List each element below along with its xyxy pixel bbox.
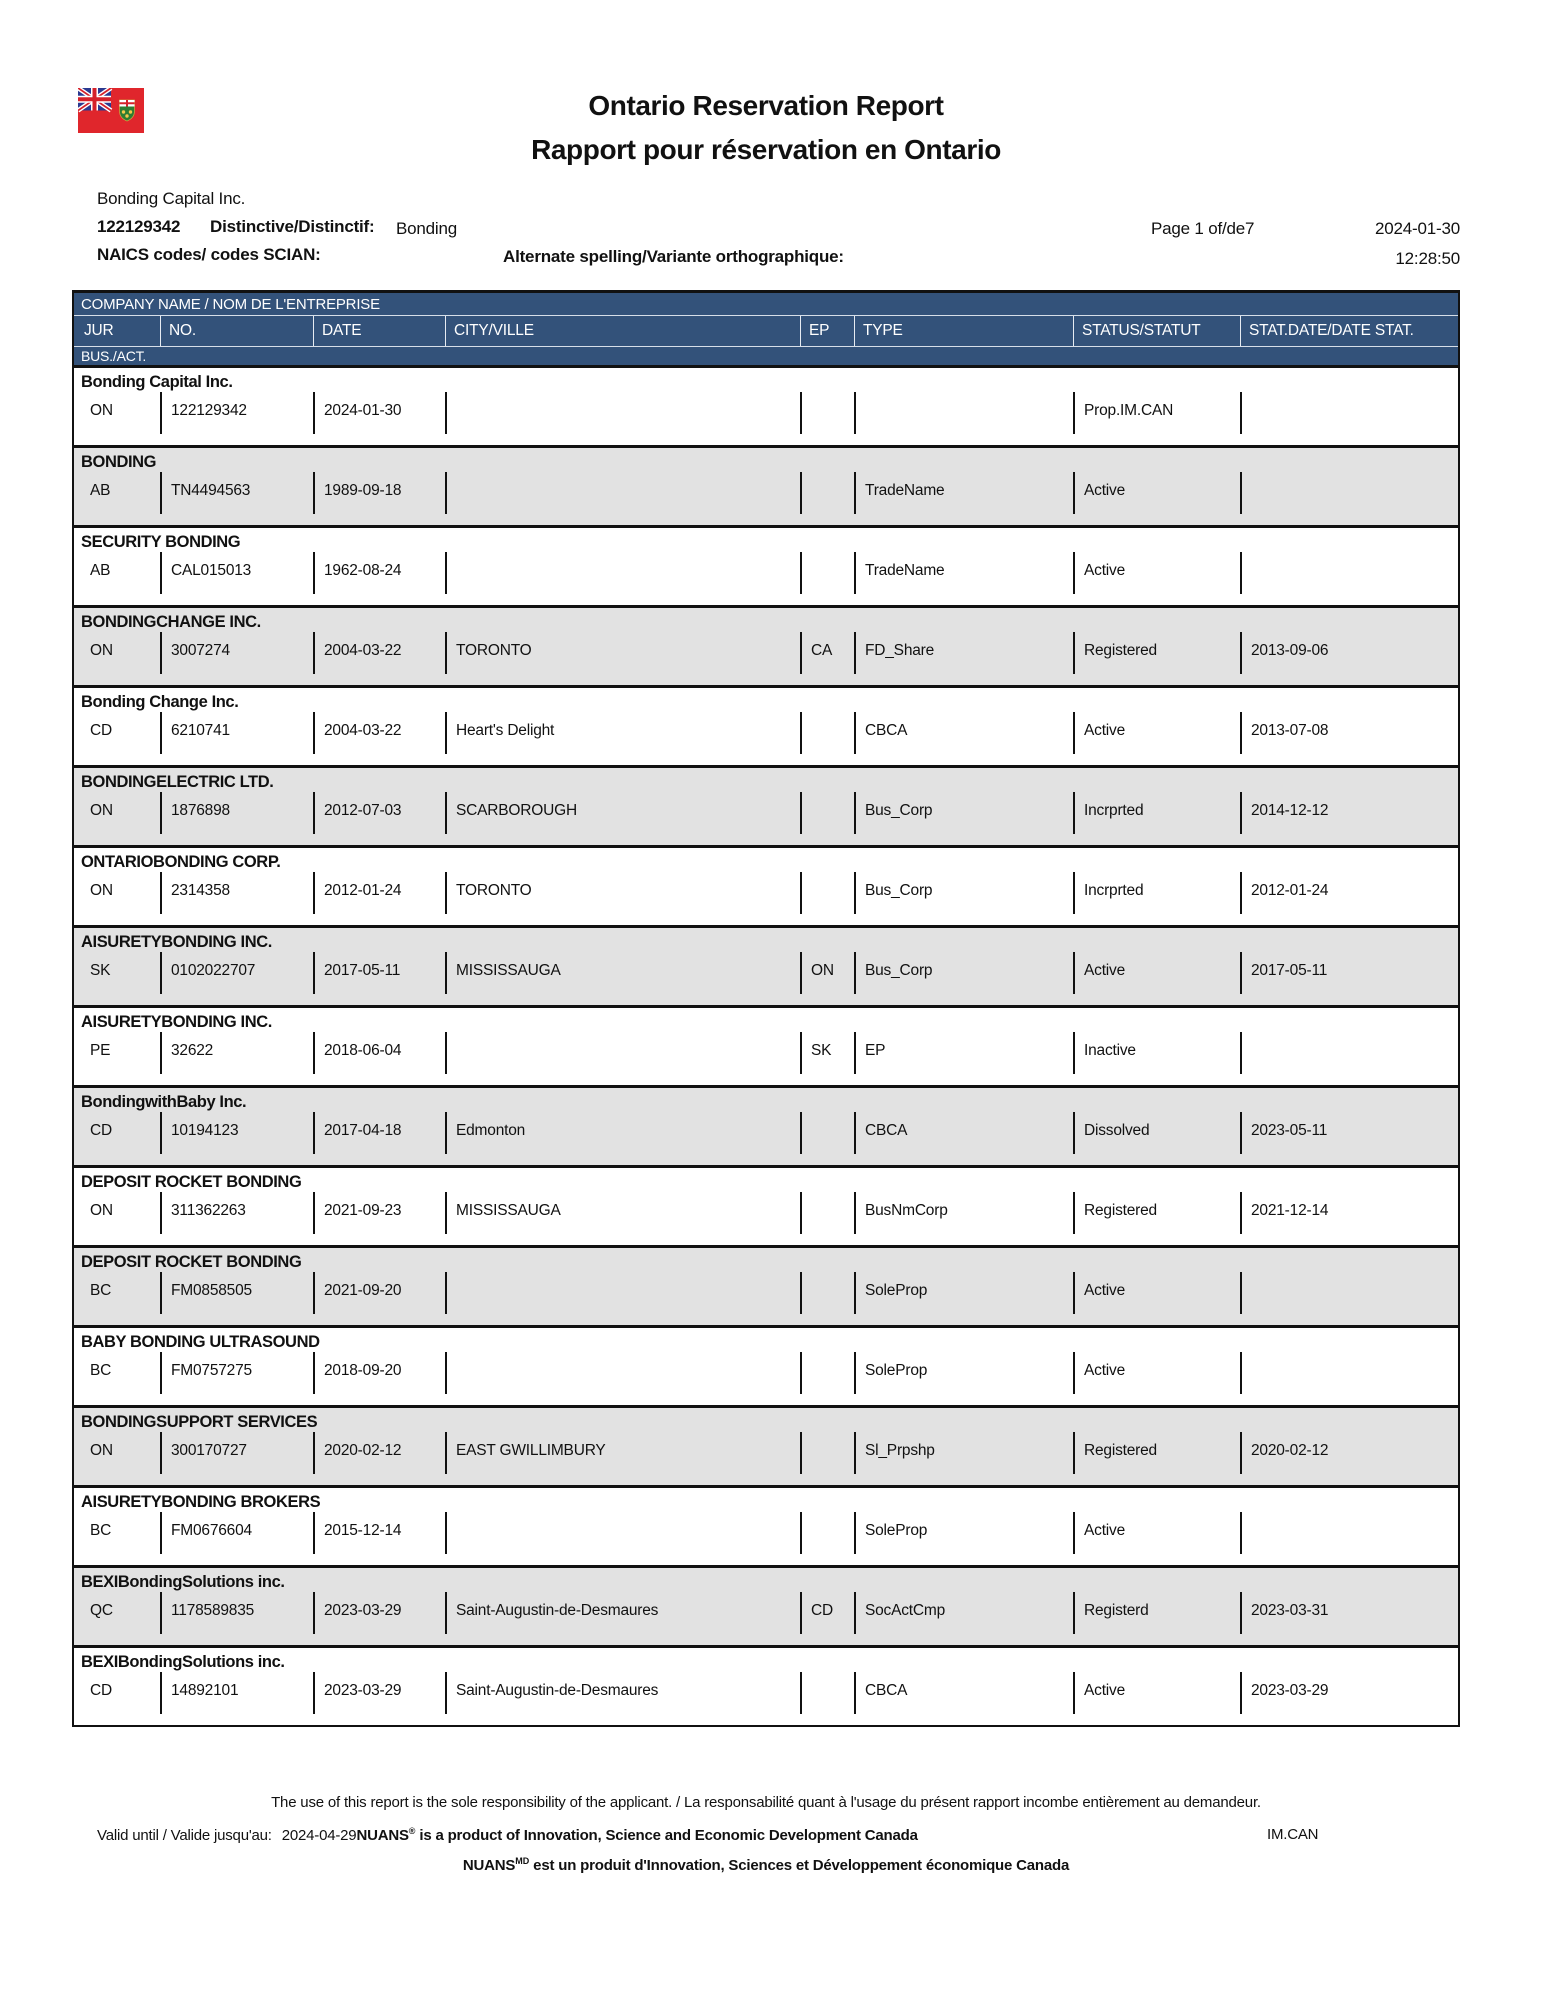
cell-date: 2021-09-23 <box>313 1192 445 1234</box>
cell-stat-date: 2012-01-24 <box>1240 872 1458 914</box>
record-company-name: BABY BONDING ULTRASOUND <box>81 1333 320 1351</box>
cell-no: 14892101 <box>160 1672 313 1714</box>
company-record <box>74 685 1458 765</box>
cell-jur: ON <box>90 802 113 819</box>
cell-ep <box>800 872 854 914</box>
im-can-label: IM.CAN <box>1267 1826 1319 1843</box>
company-record <box>74 1085 1458 1165</box>
valid-until-date: 2024-04-29 <box>281 1827 357 1844</box>
company-record <box>74 1405 1458 1485</box>
cell-status: Inactive <box>1073 1032 1240 1074</box>
cell-stat-date: 2013-09-06 <box>1240 632 1458 674</box>
searched-company-name: Bonding Capital Inc. <box>97 189 246 208</box>
company-record <box>74 1565 1458 1645</box>
cell-no: 2314358 <box>160 872 313 914</box>
cell-city: Saint-Augustin-de-Desmaures <box>445 1672 800 1714</box>
cell-city: MISSISSAUGA <box>445 952 800 994</box>
cell-status: Registerd <box>1073 1592 1240 1634</box>
cell-ep <box>800 1352 854 1394</box>
col-header-date: DATE <box>313 316 445 346</box>
distinctive-label: Distinctive/Distinctif: <box>210 217 375 236</box>
record-company-name: BEXIBondingSolutions inc. <box>81 1573 285 1591</box>
cell-no: TN4494563 <box>160 472 313 514</box>
cell-type <box>854 392 1073 434</box>
md-mark-icon: MD <box>515 1856 530 1866</box>
cell-jur: AB <box>90 482 111 499</box>
cell-status: Dissolved <box>1073 1112 1240 1154</box>
cell-stat-date: 2023-05-11 <box>1240 1112 1458 1154</box>
cell-ep: SK <box>800 1032 854 1074</box>
cell-city: MISSISSAUGA <box>445 1192 800 1234</box>
company-record <box>74 1005 1458 1085</box>
busact-band: BUS./ACT. <box>74 346 1458 365</box>
record-company-name: BONDINGCHANGE INC. <box>81 613 261 631</box>
record-company-name: AISURETYBONDING INC. <box>81 1013 272 1031</box>
cell-jur: PE <box>90 1042 111 1059</box>
company-record <box>74 1645 1458 1725</box>
cell-ep: ON <box>800 952 854 994</box>
record-company-name: AISURETYBONDING BROKERS <box>81 1493 321 1511</box>
record-company-name: BEXIBondingSolutions inc. <box>81 1653 285 1671</box>
validity-line <box>97 1826 918 1844</box>
cell-type: Sl_Prpshp <box>854 1432 1073 1474</box>
col-header-no: NO. <box>160 316 313 346</box>
record-company-name: SECURITY BONDING <box>81 533 241 551</box>
results-table <box>72 290 1460 1727</box>
cell-stat-date: 2013-07-08 <box>1240 712 1458 754</box>
record-data-row <box>74 1032 1458 1074</box>
cell-jur: QC <box>90 1602 113 1619</box>
record-company-name: BondingwithBaby Inc. <box>81 1093 247 1111</box>
record-company-name: AISURETYBONDING INC. <box>81 933 272 951</box>
cell-ep <box>800 1112 854 1154</box>
cell-status: Active <box>1073 712 1240 754</box>
cell-status: Incrprted <box>1073 872 1240 914</box>
cell-no: 1876898 <box>160 792 313 834</box>
company-record <box>74 1485 1458 1565</box>
distinctive-value: Bonding <box>396 219 457 238</box>
cell-date: 2018-09-20 <box>313 1352 445 1394</box>
cell-no: 6210741 <box>160 712 313 754</box>
company-record <box>74 365 1458 445</box>
cell-no: 311362263 <box>160 1192 313 1234</box>
record-data-row <box>74 792 1458 834</box>
cell-city: TORONTO <box>445 872 800 914</box>
cell-city: EAST GWILLIMBURY <box>445 1432 800 1474</box>
cell-city <box>445 392 800 434</box>
cell-type: TradeName <box>854 472 1073 514</box>
table-header <box>74 293 1458 365</box>
cell-city <box>445 552 800 594</box>
cell-type: SoleProp <box>854 1512 1073 1554</box>
cell-stat-date <box>1240 472 1458 514</box>
record-data-row <box>74 1112 1458 1154</box>
cell-status: Incrprted <box>1073 792 1240 834</box>
cell-no: 0102022707 <box>160 952 313 994</box>
cell-date: 2012-07-03 <box>313 792 445 834</box>
disclaimer-text: The use of this report is the sole responsibility of the applicant. / La responsabilité quant à l'usage du présent rapport incombe entièrement au demandeur. <box>271 1794 1261 1811</box>
col-header-status: STATUS/STATUT <box>1073 316 1240 346</box>
cell-date: 2024-01-30 <box>313 392 445 434</box>
cell-ep <box>800 1432 854 1474</box>
record-data-row <box>74 1672 1458 1714</box>
cell-type: CBCA <box>854 1672 1073 1714</box>
cell-city <box>445 1272 800 1314</box>
col-header-ep: EP <box>800 316 854 346</box>
cell-date: 2017-05-11 <box>313 952 445 994</box>
cell-city <box>445 472 800 514</box>
cell-stat-date: 2020-02-12 <box>1240 1432 1458 1474</box>
record-data-row <box>74 1512 1458 1554</box>
cell-status: Registered <box>1073 632 1240 674</box>
report-time: 12:28:50 <box>1395 249 1460 268</box>
company-record <box>74 1165 1458 1245</box>
company-name-band: COMPANY NAME / NOM DE L'ENTREPRISE <box>74 293 1458 316</box>
cell-ep: CD <box>800 1592 854 1634</box>
cell-date: 2023-03-29 <box>313 1672 445 1714</box>
record-data-row <box>74 872 1458 914</box>
cell-date: 1962-08-24 <box>313 552 445 594</box>
record-data-row <box>74 1192 1458 1234</box>
record-data-row <box>74 632 1458 674</box>
record-data-row <box>74 1592 1458 1634</box>
page-indicator: Page 1 of/de7 <box>1151 219 1255 238</box>
cell-stat-date: 2021-12-14 <box>1240 1192 1458 1234</box>
cell-type: FD_Share <box>854 632 1073 674</box>
alternate-spelling-label: Alternate spelling/Variante orthographique: <box>503 247 844 266</box>
cell-no: 122129342 <box>160 392 313 434</box>
cell-date: 2021-09-20 <box>313 1272 445 1314</box>
cell-status: Active <box>1073 1352 1240 1394</box>
company-record <box>74 845 1458 925</box>
company-record <box>74 1245 1458 1325</box>
cell-type: EP <box>854 1032 1073 1074</box>
cell-ep <box>800 472 854 514</box>
cell-city: TORONTO <box>445 632 800 674</box>
cell-type: BusNmCorp <box>854 1192 1073 1234</box>
cell-stat-date: 2023-03-31 <box>1240 1592 1458 1634</box>
cell-status: Active <box>1073 952 1240 994</box>
cell-city <box>445 1352 800 1394</box>
cell-status: Prop.IM.CAN <box>1073 392 1240 434</box>
cell-date: 2012-01-24 <box>313 872 445 914</box>
cell-jur: ON <box>90 1202 113 1219</box>
cell-jur: ON <box>90 882 113 899</box>
naics-codes-label: NAICS codes/ codes SCIAN: <box>97 245 321 264</box>
cell-date: 2018-06-04 <box>313 1032 445 1074</box>
valid-until-label: Valid until / Valide jusqu'au: <box>97 1827 272 1844</box>
cell-no: FM0676604 <box>160 1512 313 1554</box>
company-record <box>74 605 1458 685</box>
record-company-name: BONDINGELECTRIC LTD. <box>81 773 274 791</box>
record-data-row <box>74 552 1458 594</box>
cell-status: Registered <box>1073 1192 1240 1234</box>
report-title-fr: Rapport pour réservation en Ontario <box>531 134 1001 165</box>
cell-stat-date <box>1240 392 1458 434</box>
cell-ep <box>800 712 854 754</box>
cell-type: Bus_Corp <box>854 792 1073 834</box>
record-data-row <box>74 1432 1458 1474</box>
cell-city <box>445 1512 800 1554</box>
table-body <box>74 365 1458 1725</box>
report-date: 2024-01-30 <box>1375 219 1460 238</box>
cell-no: 10194123 <box>160 1112 313 1154</box>
record-company-name: BONDING <box>81 453 157 471</box>
record-company-name: DEPOSIT ROCKET BONDING <box>81 1173 302 1191</box>
cell-type: TradeName <box>854 552 1073 594</box>
cell-city: Saint-Augustin-de-Desmaures <box>445 1592 800 1634</box>
registered-mark-icon: ® <box>408 1826 416 1836</box>
cell-type: SoleProp <box>854 1272 1073 1314</box>
record-data-row <box>74 1272 1458 1314</box>
cell-ep <box>800 792 854 834</box>
cell-stat-date: 2017-05-11 <box>1240 952 1458 994</box>
cell-date: 2020-02-12 <box>313 1432 445 1474</box>
record-company-name: BONDINGSUPPORT SERVICES <box>81 1413 318 1431</box>
cell-no: 1178589835 <box>160 1592 313 1634</box>
cell-date: 2004-03-22 <box>313 712 445 754</box>
cell-type: Bus_Corp <box>854 872 1073 914</box>
cell-ep: CA <box>800 632 854 674</box>
cell-jur: CD <box>90 722 112 739</box>
cell-jur: ON <box>90 402 113 419</box>
record-company-name: ONTARIOBONDING CORP. <box>81 853 281 871</box>
company-record <box>74 525 1458 605</box>
cell-jur: BC <box>90 1362 112 1379</box>
cell-ep <box>800 1512 854 1554</box>
cell-city: Edmonton <box>445 1112 800 1154</box>
cell-stat-date <box>1240 1032 1458 1074</box>
cell-status: Active <box>1073 1272 1240 1314</box>
record-data-row <box>74 952 1458 994</box>
cell-type: SoleProp <box>854 1352 1073 1394</box>
cell-stat-date <box>1240 1512 1458 1554</box>
cell-type: CBCA <box>854 1112 1073 1154</box>
record-data-row <box>74 472 1458 514</box>
request-number: 122129342 <box>97 217 181 236</box>
company-record <box>74 925 1458 1005</box>
cell-jur: AB <box>90 562 111 579</box>
cell-no: CAL015013 <box>160 552 313 594</box>
cell-status: Active <box>1073 552 1240 594</box>
cell-jur: SK <box>90 962 111 979</box>
company-record <box>74 445 1458 525</box>
cell-ep <box>800 552 854 594</box>
cell-date: 2004-03-22 <box>313 632 445 674</box>
cell-city: Heart's Delight <box>445 712 800 754</box>
cell-no: FM0858505 <box>160 1272 313 1314</box>
cell-jur: CD <box>90 1682 112 1699</box>
cell-ep <box>800 1272 854 1314</box>
cell-status: Active <box>1073 472 1240 514</box>
cell-stat-date <box>1240 1352 1458 1394</box>
nuans-product-fr: $NUANS^{MD}$ est un produit d'Innovation, Sciences et Développement économique Canada <box>462 1856 1070 1874</box>
cell-status: Active <box>1073 1672 1240 1714</box>
cell-status: Registered <box>1073 1432 1240 1474</box>
nuans-product-en: NUANS® is a product of Innovation, Science and Economic Development Canada <box>356 1826 918 1844</box>
cell-ep <box>800 392 854 434</box>
cell-no: 32622 <box>160 1032 313 1074</box>
col-header-city: CITY/VILLE <box>445 316 800 346</box>
cell-jur: BC <box>90 1522 112 1539</box>
col-header-stat-date: STAT.DATE/DATE STAT. <box>1240 316 1458 346</box>
col-header-jur: JUR <box>84 322 114 339</box>
record-company-name: Bonding Capital Inc. <box>81 373 233 391</box>
record-company-name: DEPOSIT ROCKET BONDING <box>81 1253 302 1271</box>
cell-jur: ON <box>90 642 113 659</box>
cell-date: 2017-04-18 <box>313 1112 445 1154</box>
cell-date: 1989-09-18 <box>313 472 445 514</box>
cell-stat-date <box>1240 1272 1458 1314</box>
cell-type: CBCA <box>854 712 1073 754</box>
record-company-name: Bonding Change Inc. <box>81 693 239 711</box>
cell-stat-date <box>1240 552 1458 594</box>
cell-city <box>445 1032 800 1074</box>
record-data-row <box>74 392 1458 434</box>
cell-stat-date: 2014-12-12 <box>1240 792 1458 834</box>
cell-no: 300170727 <box>160 1432 313 1474</box>
cell-date: 2015-12-14 <box>313 1512 445 1554</box>
cell-jur: CD <box>90 1122 112 1139</box>
cell-no: 3007274 <box>160 632 313 674</box>
record-data-row <box>74 712 1458 754</box>
cell-type: SocActCmp <box>854 1592 1073 1634</box>
cell-status: Active <box>1073 1512 1240 1554</box>
cell-jur: ON <box>90 1442 113 1459</box>
column-header-row <box>74 316 1458 346</box>
cell-ep <box>800 1672 854 1714</box>
company-record <box>74 1325 1458 1405</box>
record-data-row <box>74 1352 1458 1394</box>
cell-no: FM0757275 <box>160 1352 313 1394</box>
cell-date: 2023-03-29 <box>313 1592 445 1634</box>
cell-type: Bus_Corp <box>854 952 1073 994</box>
cell-jur: BC <box>90 1282 112 1299</box>
col-header-type: TYPE <box>854 316 1073 346</box>
report-title-en: Ontario Reservation Report <box>588 90 944 121</box>
cell-city: SCARBOROUGH <box>445 792 800 834</box>
cell-stat-date: 2023-03-29 <box>1240 1672 1458 1714</box>
cell-ep <box>800 1192 854 1234</box>
company-record <box>74 765 1458 845</box>
